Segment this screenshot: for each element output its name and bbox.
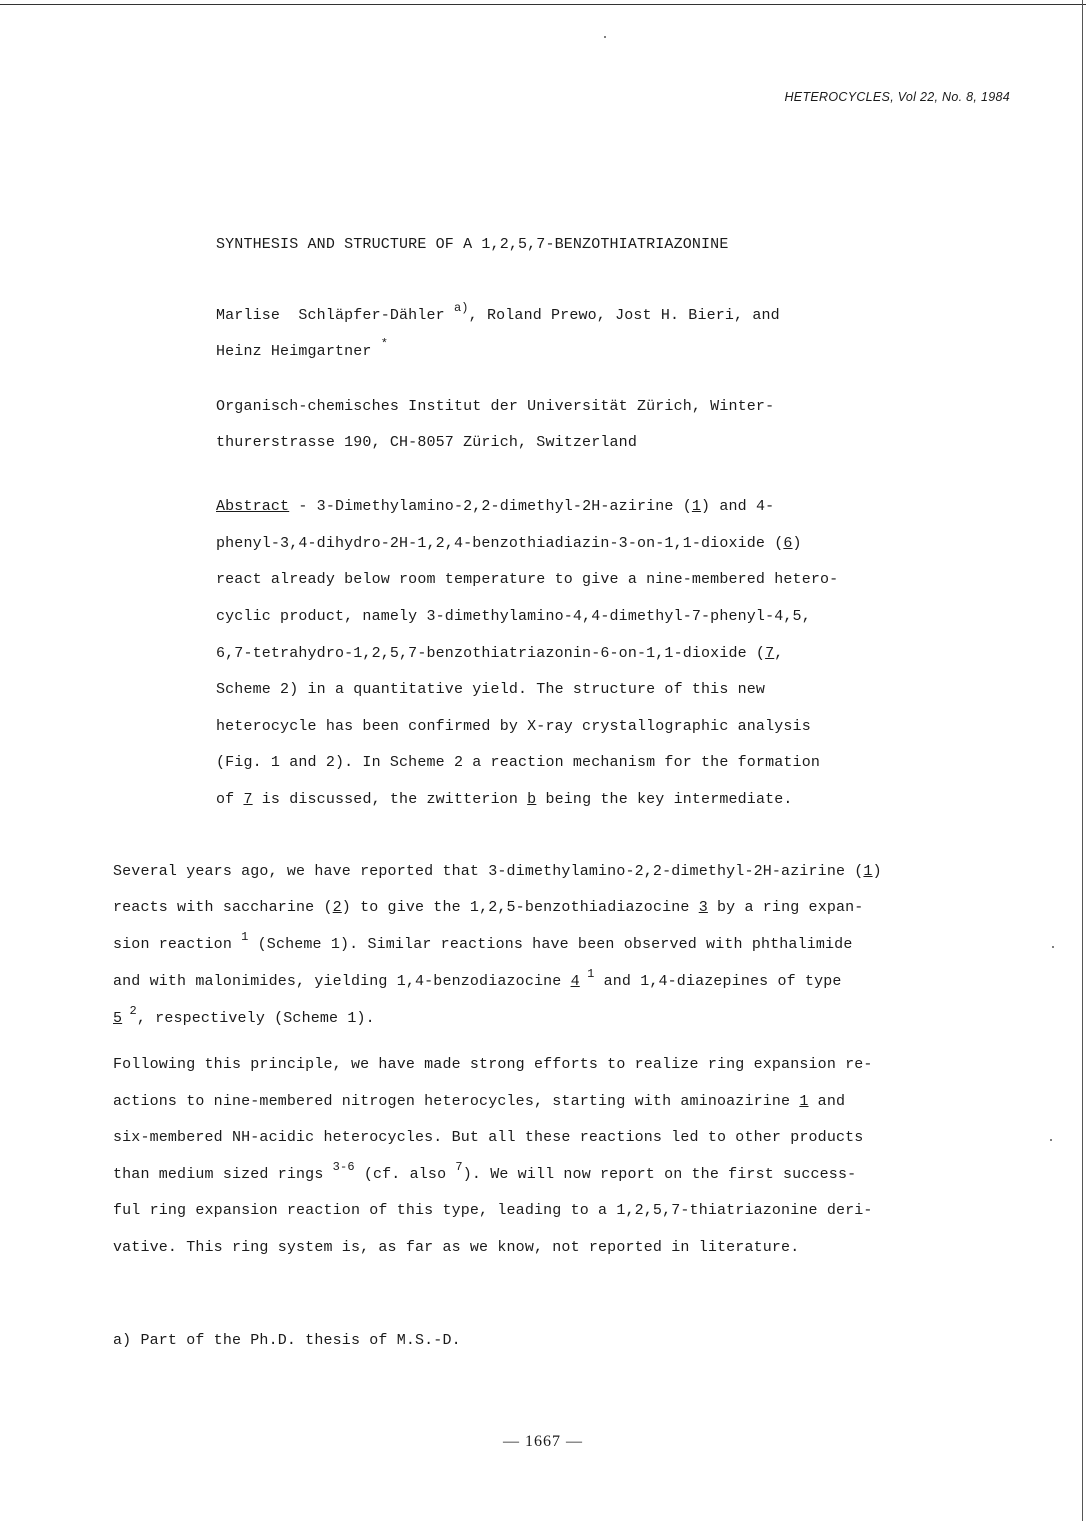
- body-line: reacts with saccharine (2) to give the 1,2,5-benzothiadiazocine 3 by a ring expan-: [113, 899, 864, 916]
- body-line: Following this principle, we have made strong efforts to realize ring expansion re-: [113, 1056, 873, 1073]
- scan-speck: [1052, 946, 1054, 948]
- abstract-line: cyclic product, namely 3-dimethylamino-4,4-dimethyl-7-phenyl-4,5,: [216, 608, 811, 625]
- page-top-edge: [0, 4, 1086, 5]
- footnote-marker-a: a): [453, 301, 469, 315]
- body-line: actions to nine-membered nitrogen heterocycles, starting with aminoazirine 1 and: [113, 1093, 846, 1110]
- body-line: vative. This ring system is, as far as we know, not reported in literature.: [113, 1239, 800, 1256]
- abstract-line: react already below room temperature to give a nine-membered hetero-: [216, 571, 839, 588]
- abstract-line: phenyl-3,4-dihydro-2H-1,2,4-benzothiadiazin-3-on-1,1-dioxide (6): [216, 535, 802, 552]
- abstract-label: Abstract: [216, 498, 290, 515]
- body-line: 5 $^2$, respectively (Scheme 1).: [113, 1004, 375, 1027]
- author-line-1: Marlise Schläpfer-Dähler $^{a)}$, Roland Prewo, Jost H. Bieri, and: [216, 301, 780, 324]
- paper-title: SYNTHESIS AND STRUCTURE OF A 1,2,5,7-BENZOTHIATRIAZONINE: [216, 236, 729, 253]
- body-line: sion reaction $^1$ (Scheme 1). Similar reactions have been observed with phthalimide: [113, 930, 853, 953]
- scan-speck: [604, 36, 606, 38]
- scan-speck: [1050, 1139, 1052, 1141]
- page-right-edge: [1082, 0, 1083, 1521]
- body-line: and with malonimides, yielding 1,4-benzodiazocine 4 $^1$ and 1,4-diazepines of type: [113, 967, 842, 990]
- body-line: ful ring expansion reaction of this type, leading to a 1,2,5,7-thiatriazonine deri-: [113, 1202, 873, 1219]
- corresponding-author-marker: *: [380, 337, 389, 351]
- abstract-line: Scheme 2) in a quantitative yield. The structure of this new: [216, 681, 766, 698]
- abstract-line: of 7 is discussed, the zwitterion b being the key intermediate.: [216, 791, 793, 808]
- author-line-2: Heinz Heimgartner *: [216, 337, 389, 360]
- abstract-line: (Fig. 1 and 2). In Scheme 2 a reaction mechanism for the formation: [216, 754, 820, 771]
- body-line: six-membered NH-acidic heterocycles. But all these reactions led to other products: [113, 1129, 864, 1146]
- body-line: Several years ago, we have reported that 3-dimethylamino-2,2-dimethyl-2H-azirine (1): [113, 863, 882, 880]
- page-number: — 1667 —: [503, 1433, 583, 1450]
- abstract-line: 6,7-tetrahydro-1,2,5,7-benzothiatriazonin-6-on-1,1-dioxide (7,: [216, 645, 784, 662]
- footnote: a) Part of the Ph.D. thesis of M.S.-D.: [113, 1332, 461, 1349]
- body-line: than medium sized rings $^{3-6}$ (cf. also $^7$). We will now report on the first success-: [113, 1160, 857, 1183]
- journal-header: HETEROCYCLES, Vol 22, No. 8, 1984: [784, 90, 1010, 104]
- affiliation-line-1: Organisch-chemisches Institut der Universität Zürich, Winter-: [216, 398, 775, 415]
- abstract-line: Abstract - 3-Dimethylamino-2,2-dimethyl-2H-azirine (1) and 4-: [216, 498, 775, 515]
- affiliation-line-2: thurerstrasse 190, CH-8057 Zürich, Switzerland: [216, 434, 637, 451]
- abstract-line: heterocycle has been confirmed by X-ray crystallographic analysis: [216, 718, 811, 735]
